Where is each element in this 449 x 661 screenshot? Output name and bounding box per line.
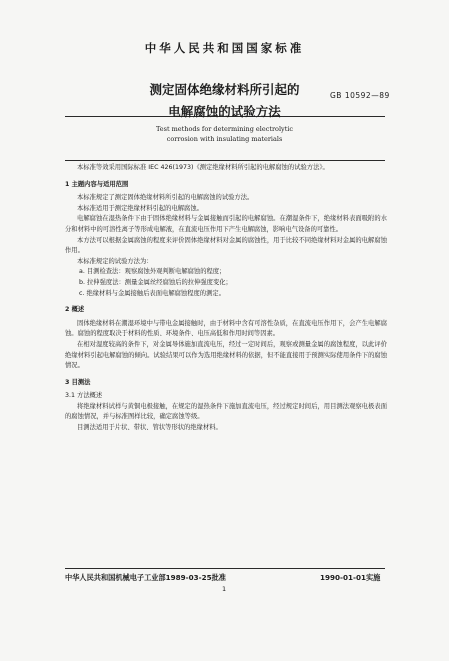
standard-org-header: 中华人民共和国国家标准: [144, 41, 305, 55]
footer-rule: [65, 568, 385, 569]
section-1-paragraph: 本标准规定了测定固体绝缘材料所引起的电解腐蚀的试验方法。: [77, 194, 254, 202]
section-1-list-item: b. 拉伸强度法：测量金属丝经腐蚀后的拉伸强度变化；: [79, 278, 232, 286]
document-body: [65, 163, 387, 434]
section-2-paragraph: 固体绝缘材料在潮湿环境中与带电金属接触时，由于材料中含有可溶性杂质，在直流电压作用下，会产生电解腐蚀。腐蚀的程度取决于材料的性质、环境条件、电压高低和作用时间等因素。: [65, 319, 387, 338]
section-3-paragraph: 目测法适用于片状、带状、管状等形状的绝缘材料。: [77, 424, 222, 432]
section-1-list-item: c. 绝缘材料与金属接触后表面电解腐蚀程度的测定。: [79, 289, 225, 297]
section-3-paragraph: 将绝缘材料试样与黄铜电极接触，在规定的湿热条件下施加直流电压，经过规定时间后，用目测法观察电极表面的腐蚀情况，并与标准图样比较，确定腐蚀等级。: [65, 402, 387, 421]
title-rule: [65, 160, 385, 161]
section-1-paragraph: 本方法可以根据金属腐蚀的程度来评价固体绝缘材料对金属的腐蚀性，用于比较不同绝缘材料对金属的电解腐蚀作用。: [65, 236, 387, 255]
section-1-paragraph: 本标准适用于测定绝缘材料引起的电解腐蚀。: [77, 204, 203, 212]
section-3-subheading: 3.1 方法概述: [65, 392, 103, 400]
section-1-heading: 1 主题内容与适用范围: [65, 180, 129, 188]
section-1-paragraph: 电解腐蚀在湿热条件下由于固体绝缘材料与金属接触而引起的电解腐蚀。在潮湿条件下，绝缘材料表面吸附的水分和材料中的可溶性离子等形成电解液，在直流电压作用下产生电解腐蚀，影响电气设备的可靠性。: [65, 215, 387, 233]
implementation-date: 1990-01-01实施: [320, 573, 381, 582]
title-cn: [0, 79, 449, 123]
section-2-paragraph: 在相对湿度较高的条件下，对金属导体施加直流电压，经过一定时间后，观察或测量金属的腐蚀程度，以此评价绝缘材料引起电解腐蚀的倾向。试验结果可以作为选用绝缘材料的依据，但不能直接用于预测实际使用条件下的腐蚀情况。: [65, 340, 387, 370]
section-1-list-item: a. 目测检查法：观察腐蚀外观判断电解腐蚀的程度；: [79, 268, 226, 276]
section-2-heading: 2 概述: [65, 306, 85, 314]
title-en-line2: corrosion with insulating materials: [166, 135, 283, 143]
page-number: 1: [222, 585, 227, 593]
standard-number: GB 10592—89: [330, 91, 390, 100]
approval-line: 中华人民共和国机械电子工业部1989-03-25批准: [65, 573, 226, 582]
title-en-line1: Test methods for determining electrolytic: [155, 125, 294, 133]
title-cn-line2: 电解腐蚀的试验方法: [168, 104, 281, 119]
title-en: [0, 124, 449, 144]
section-3-heading: 3 目测法: [65, 378, 91, 386]
title-cn-line1: 测定固体绝缘材料所引起的: [149, 82, 300, 97]
section-1-list-intro: 本标准规定的试验方法为：: [77, 257, 153, 265]
intro-paragraph: 本标准等效采用国际标准 IEC 426(1973)《测定绝缘材料所引起的电解腐蚀的试验方法》。: [77, 164, 329, 171]
